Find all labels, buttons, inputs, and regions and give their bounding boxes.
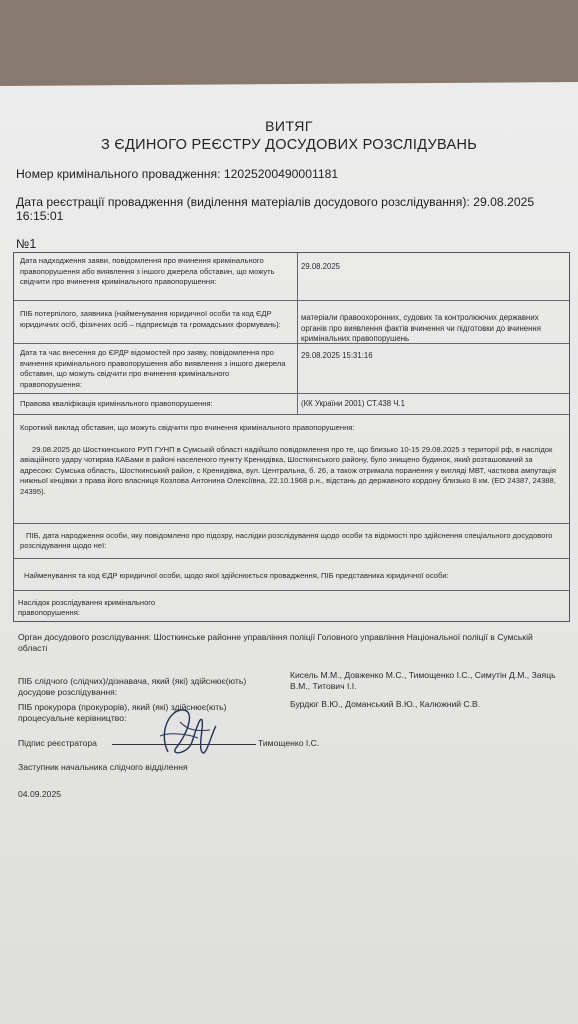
registrar-label: Підпис реєстратора bbox=[18, 738, 97, 748]
legal-entity-label: Найменування та код ЄДР юридичної особи, щодо якої здійснюється провадження, ПІБ представника юридичної особи: bbox=[24, 571, 449, 580]
investigator-names: Кисель М.М., Довженко М.С., Тимощенко І.С., Симутін Д.М., Заяць В.М., Титович І.І. bbox=[290, 670, 556, 692]
deputy-head-label: Заступник начальника слідчого відділення bbox=[18, 762, 188, 772]
prosecutor-label: ПІБ прокурора (прокурорів), який (які) здійснює(ють) процесуальне керівництво: bbox=[18, 702, 227, 724]
suspect-label: ПІБ, дата народження особи, яку повідомлено про підозру, наслідки розслідування щодо особи та відомості про здійснення спеціального досудового розслідування щодо неї: bbox=[20, 531, 553, 551]
row-value-victim: матеріали правоохоронних, судових та контролюючих державних органів про виявлення фактів вчинення чи підготовки до вчинення кримінальних правопорушень bbox=[301, 313, 541, 344]
row-label-qualification: Правова кваліфікація кримінального правопорушення: bbox=[20, 399, 213, 408]
registration-date: Дата реєстрації провадження (виділення матеріалів досудового розслідування): 29.08.2025 16:15:01 bbox=[16, 195, 535, 223]
row-value-report-date: 29.08.2025 bbox=[301, 262, 341, 271]
summary-label: Короткий виклад обставин, що можуть свідчити про вчинення кримінального правопорушення: bbox=[20, 423, 355, 432]
entry-number: №1 bbox=[16, 237, 37, 251]
document-subtitle: З ЄДИНОГО РЕЄСТРУ ДОСУДОВИХ РОЗСЛІДУВАНЬ bbox=[100, 137, 478, 153]
row-label-entry-time: Дата та час внесення до ЄРДР відомостей про заяву, повідомлення про вчинення кримінального правопорушення або виявлення з іншого джерела обставин, що можуть свідчити про вчинення кримінального правопорушення: bbox=[20, 348, 286, 389]
row-label-victim: ПІБ потерпілого, заявника (найменування юридичної особи та код ЄДР юридичних осіб, фізичних осіб – підприємців та громадських формувань): bbox=[20, 309, 281, 329]
case-number: Номер кримінального провадження: 12025200490001181 bbox=[16, 167, 339, 181]
handwritten-signature bbox=[140, 702, 260, 762]
extract-table bbox=[13, 252, 570, 622]
summary-text: 29.08.2025 до Шосткинського РУП ГУНП в Сумській області надійшло повідомлення про те, що близько 10-15 29.08.2025 з території рф, в наслідок авіаційного удару чотирма КАБами в районі населеного пункту Кренидівка, Шосткинського району, було знищено будинок, який розташований за адресою: Сумська область, Шосткинський район, с Кренидівка, вул. Центральна, б. 26, а також отримала поранення у вигляді МВТ, часткова ампутація нижньої кінцівки з права його власниця Козлова Антонина Олексіївна, 22.10.1968 р.н., відстань до державного кордону близько 8 км. (ЕО 24387, 24388, 24395). bbox=[20, 445, 556, 496]
investigator-label: ПІБ слідчого (слідчих)/дізнавача, який (які) здійснює(ють) досудове розслідування: bbox=[18, 676, 247, 698]
registrar-name: Тимощенко І.С. bbox=[258, 738, 320, 748]
row-value-qualification: (КК України 2001) СТ.438 Ч.1 bbox=[301, 399, 405, 408]
result-label: Наслідок розслідування кримінального правопорушення: bbox=[18, 598, 156, 618]
document-title: ВИТЯГ bbox=[265, 118, 313, 134]
document-date: 04.09.2025 bbox=[18, 789, 62, 799]
investigation-organ: Орган досудового розслідування: Шосткинське районне управління поліції Головного управління Національної поліції в Сумській області bbox=[18, 632, 533, 654]
prosecutor-names: Бурдюг В.Ю., Доманський В.Ю., Калюжний С.В. bbox=[290, 699, 481, 709]
row-label-report-date: Дата надходження заяви, повідомлення про вчинення кримінального правопорушення або виявлення з іншого джерела обставин, що можуть свідчити про вчинення кримінального правопорушення: bbox=[20, 256, 275, 287]
row-value-entry-time: 29.08.2025 15:31:16 bbox=[301, 351, 373, 360]
